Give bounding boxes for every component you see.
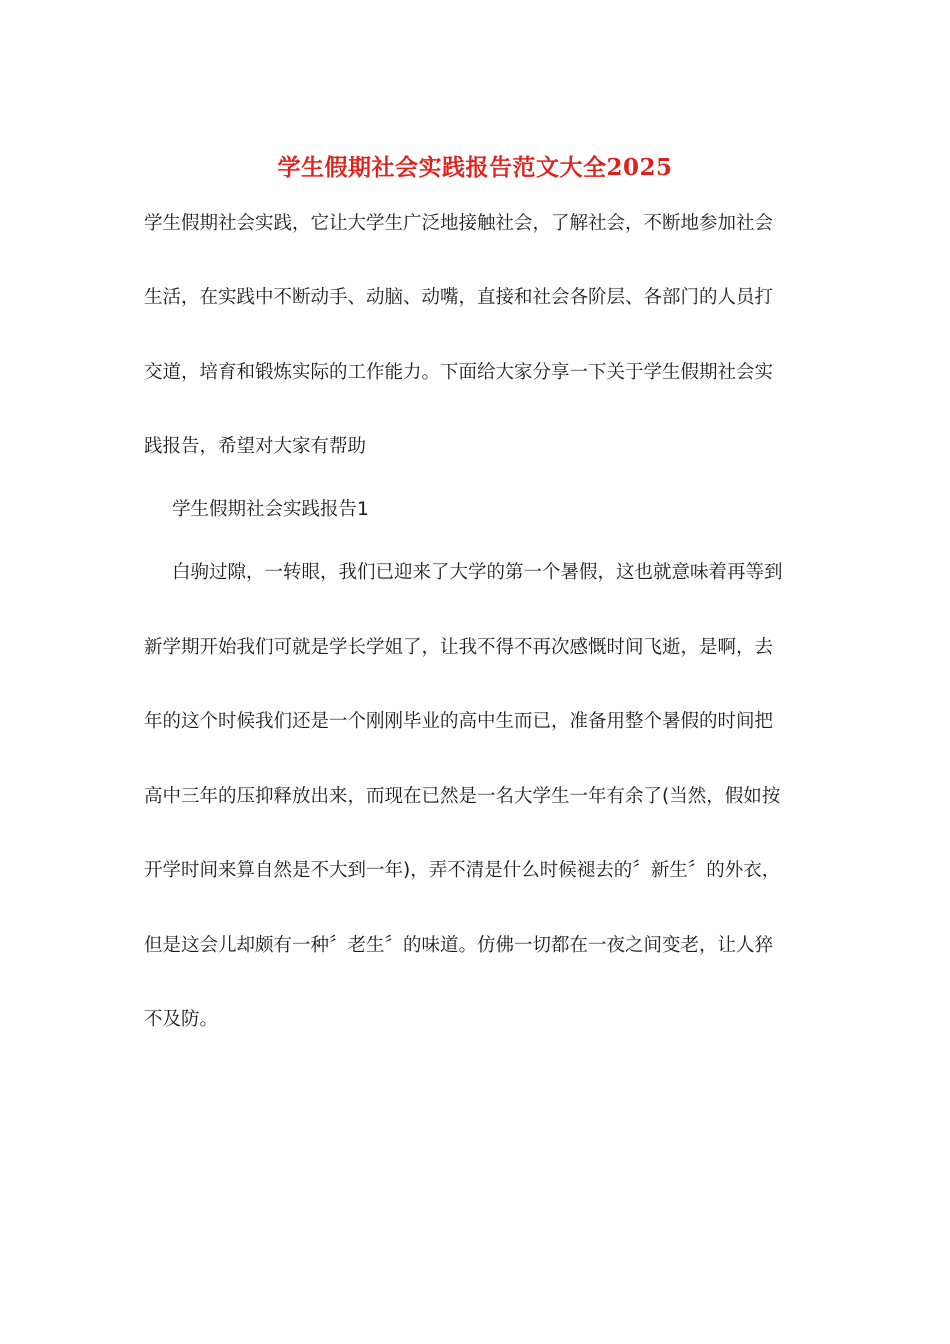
section-heading: 学生假期社会实践报告1 xyxy=(172,499,369,520)
intro-line: 生活，在实践中不断动手、动脑、动嘴，直接和社会各阶层、各部门的人员打 xyxy=(144,287,774,308)
body-line: 白驹过隙，一转眼，我们已迎来了大学的第一个暑假，这也就意味着再等到 xyxy=(172,562,783,583)
body-line: 不及防。 xyxy=(144,1009,219,1030)
body-line: 开学时间来算自然是不大到一年)，弄不清是什么时候褪去的〞新生〞的外衣， xyxy=(144,860,781,881)
document-title: 学生假期社会实践报告范文大全2025 xyxy=(277,154,673,181)
body-line: 新学期开始我们可就是学长学姐了，让我不得不再次感慨时间飞逝，是啊，去 xyxy=(144,637,774,658)
intro-line: 学生假期社会实践，它让大学生广泛地接触社会，了解社会，不断地参加社会 xyxy=(144,213,774,234)
intro-line: 交道，培育和锻炼实际的工作能力。下面给大家分享一下关于学生假期社会实 xyxy=(144,362,774,383)
body-line: 年的这个时候我们还是一个刚刚毕业的高中生而已，准备用整个暑假的时间把 xyxy=(144,711,774,732)
intro-line: 践报告，希望对大家有帮助 xyxy=(144,436,367,457)
body-line: 但是这会儿却颇有一种〞老生〞的味道。仿佛一切都在一夜之间变老，让人猝 xyxy=(144,935,774,956)
body-line: 高中三年的压抑释放出来，而现在已然是一名大学生一年有余了(当然，假如按 xyxy=(144,786,781,807)
